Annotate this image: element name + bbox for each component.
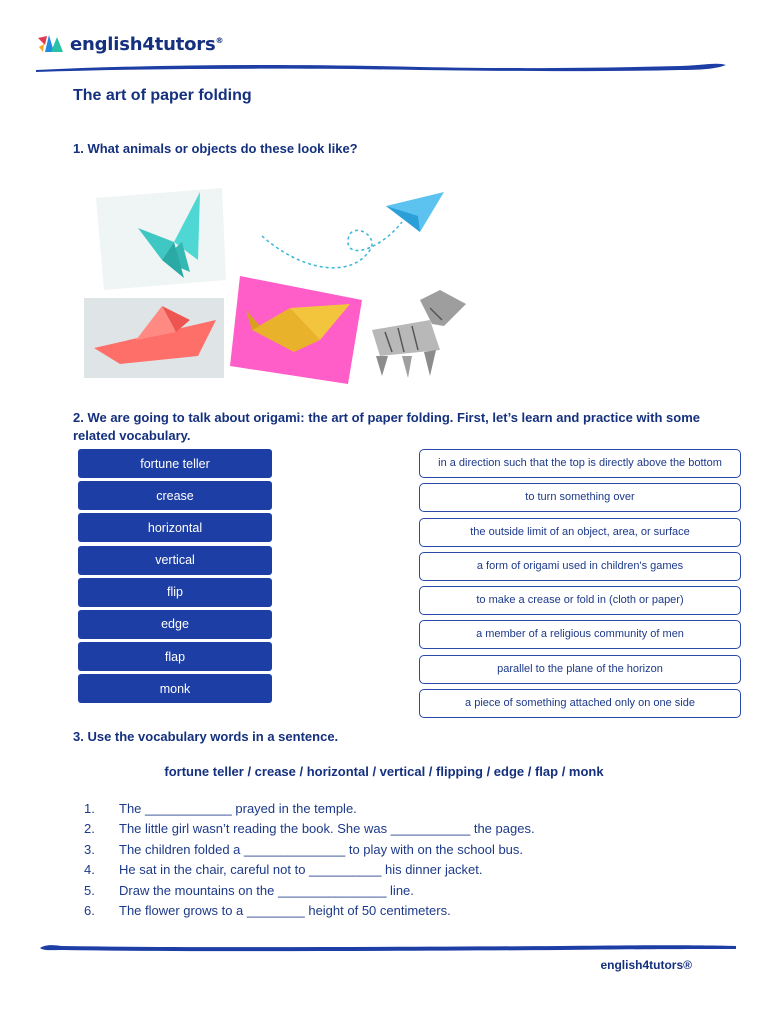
vocab-definition[interactable]: the outside limit of an object, area, or surface — [419, 518, 741, 547]
vocab-word[interactable]: flip — [78, 578, 272, 607]
paper-crane-image — [230, 276, 362, 384]
logo-mark-icon — [36, 32, 64, 56]
origami-pictures — [80, 180, 472, 386]
word-list: fortune teller / crease / horizontal / vertical / flipping / edge / flap / monk — [164, 764, 604, 779]
vocab-word[interactable]: vertical — [78, 546, 272, 575]
list-item: 2. The little girl wasn’t reading the book. She was ___________ the pages. — [84, 821, 535, 837]
logo-text: english4tutors® — [70, 33, 224, 55]
vocab-word[interactable]: fortune teller — [78, 449, 272, 478]
vocab-definition[interactable]: to make a crease or fold in (cloth or paper) — [419, 586, 741, 615]
vocab-definition[interactable]: to turn something over — [419, 483, 741, 512]
vocab-definition[interactable]: in a direction such that the top is directly above the bottom — [419, 449, 741, 478]
list-item: 1. The ____________ prayed in the temple. — [84, 800, 357, 816]
paper-zebra-image — [372, 290, 466, 378]
paper-boat-image — [84, 298, 224, 378]
vocab-definition[interactable]: a member of a religious community of men — [419, 620, 741, 649]
list-item: 5. Draw the mountains on the _______________ line. — [84, 882, 414, 898]
vocab-definition[interactable]: a form of origami used in children's games — [419, 552, 741, 581]
vocab-definition[interactable]: parallel to the plane of the horizon — [419, 655, 741, 684]
list-item: 6. The flower grows to a ________ height of 50 centimeters. — [84, 903, 451, 919]
page-title: The art of paper folding — [73, 87, 252, 104]
question-3: 3. Use the vocabulary words in a sentence. — [73, 729, 339, 744]
logo — [36, 30, 223, 58]
question-1: 1. What animals or objects do these look like? — [73, 141, 358, 156]
question-2: 2. We are going to talk about origami: the art of paper folding. First, let’s learn and practice with some related vocabulary. — [73, 410, 700, 443]
vocab-word[interactable]: edge — [78, 610, 272, 639]
sentence-list — [84, 798, 535, 921]
vocabulary-definitions — [419, 449, 741, 723]
footer-brand: english4tutors® — [600, 958, 692, 972]
vocab-definition[interactable]: a piece of something attached only on one side — [419, 689, 741, 718]
vocab-word[interactable]: crease — [78, 481, 272, 510]
footer-wave-divider — [0, 938, 768, 958]
butterfly-image — [96, 188, 226, 290]
paper-plane-image — [262, 192, 444, 268]
vocab-word[interactable]: horizontal — [78, 513, 272, 542]
list-item: 3. The children folded a ______________ to play with on the school bus. — [84, 841, 524, 857]
header-wave-divider — [0, 58, 768, 78]
vocab-word[interactable]: flap — [78, 642, 272, 671]
vocabulary-words — [78, 449, 272, 707]
vocab-word[interactable]: monk — [78, 674, 272, 703]
list-item: 4. He sat in the chair, careful not to __________ his dinner jacket. — [84, 862, 483, 878]
